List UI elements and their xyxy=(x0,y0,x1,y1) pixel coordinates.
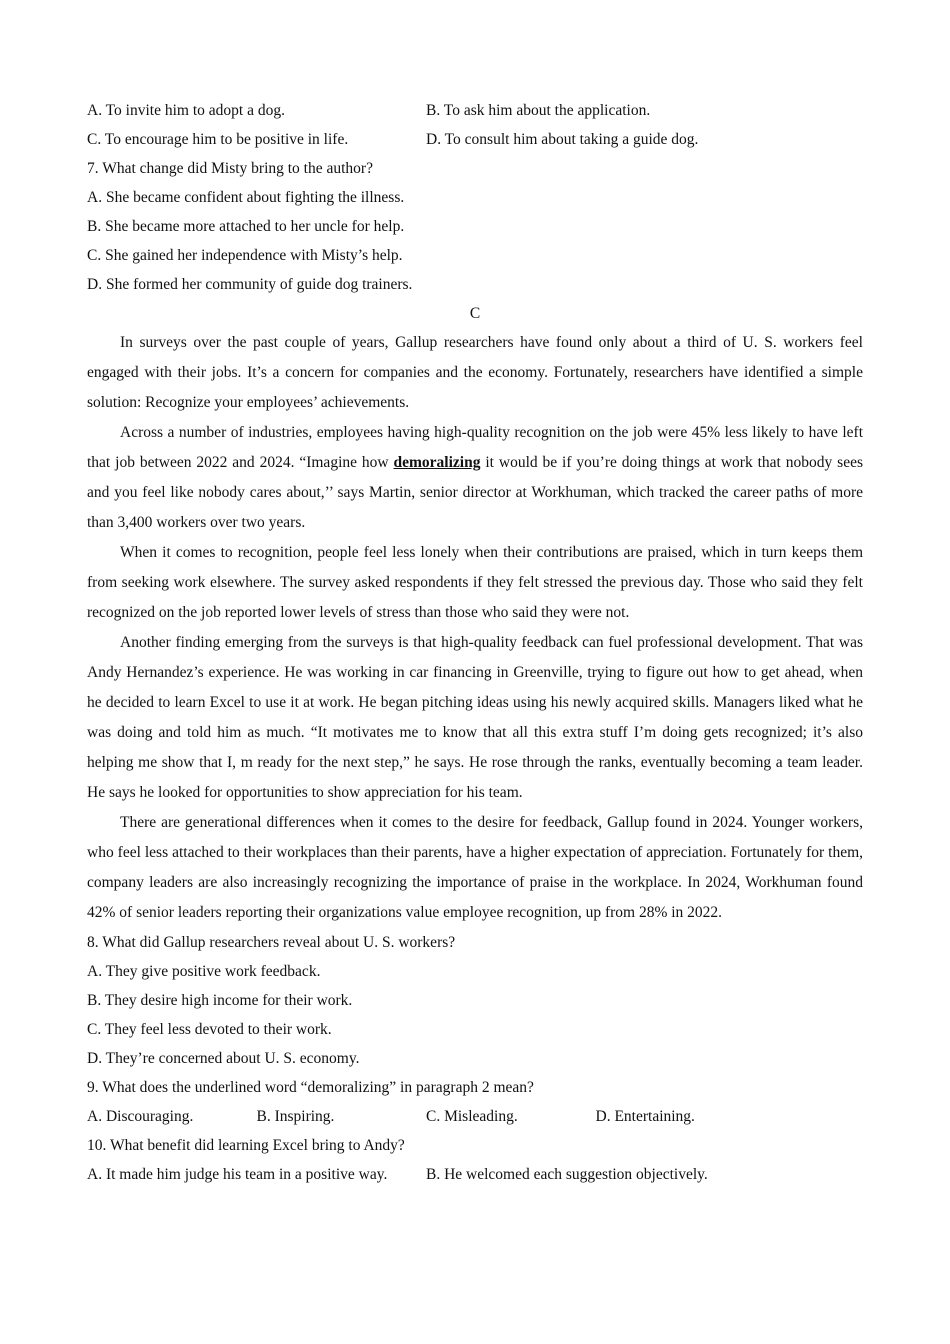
q8-option-c: C. They feel less devoted to their work. xyxy=(87,1021,332,1038)
q9-option-d: D. Entertaining. xyxy=(595,1108,695,1125)
q7-option-c: C. She gained her independence with Misty’s help. xyxy=(87,247,403,264)
underlined-word-demoralizing: demoralizing xyxy=(393,454,481,471)
q10-stem: 10. What benefit did learning Excel bring to Andy? xyxy=(87,1137,405,1154)
q6-options-row-1 xyxy=(87,96,863,125)
q8-stem: 8. What did Gallup researchers reveal about U. S. workers? xyxy=(87,934,456,951)
paragraph-2-text-after: it would be if you’re doing things at work that nobody sees and you feel like nobody cares about,’’ says Martin, senior director at Workhuman, which tracked the career paths of more than 3,400 workers over two years. xyxy=(87,454,863,531)
q8-option-b: B. They desire high income for their work. xyxy=(87,992,353,1009)
q7-option-a: A. She became confident about fighting the illness. xyxy=(87,189,405,206)
q9-option-b: B. Inspiring. xyxy=(256,1108,335,1125)
q9-options-row xyxy=(87,1102,863,1131)
q6-option-d: D. To consult him about taking a guide dog. xyxy=(426,131,699,148)
q10-option-b: B. He welcomed each suggestion objectively. xyxy=(426,1166,708,1183)
q8-option-a: A. They give positive work feedback. xyxy=(87,963,321,980)
q6-option-b: B. To ask him about the application. xyxy=(426,102,651,119)
q6-option-c: C. To encourage him to be positive in life. xyxy=(87,131,349,148)
exam-page xyxy=(87,96,863,1189)
q9-option-c: C. Misleading. xyxy=(426,1108,518,1125)
passage-c-paragraph-1: In surveys over the past couple of years, Gallup researchers have found only about a third of U. S. workers feel engaged with their jobs. It’s a concern for companies and the economy. Fortunately, researchers have identified a simple solution: Recognize your employees’ achievements. xyxy=(87,334,863,411)
passage-c-paragraph-5: There are generational differences when it comes to the desire for feedback, Gallup found in 2024. Younger workers, who feel less attached to their workplaces than their parents, have a higher expectation of appreciation. Fortunately for them, company leaders are also increasingly recognizing the importance of praise in the workplace. In 2024, Workhuman found 42% of senior leaders reporting their organizations value employee recognition, up from 28% in 2022. xyxy=(87,814,863,921)
q7-option-b: B. She became more attached to her uncle for help. xyxy=(87,218,405,235)
q6-options-row-2 xyxy=(87,125,863,154)
passage-c-paragraph-2 xyxy=(87,418,863,538)
q7-option-d: D. She formed her community of guide dog trainers. xyxy=(87,276,413,293)
q10-options-row xyxy=(87,1160,863,1189)
q9-option-a: A. Discouraging. xyxy=(87,1108,194,1125)
q7-stem: 7. What change did Misty bring to the author? xyxy=(87,160,373,177)
q10-option-a: A. It made him judge his team in a positive way. xyxy=(87,1166,388,1183)
passage-c-heading: C xyxy=(469,305,481,322)
q8-option-d: D. They’re concerned about U. S. economy. xyxy=(87,1050,360,1067)
paragraph-2-text-before: Across a number of industries, employees having high-quality recognition on the job were 45% less likely to have left that job between 2022 and 2024. “Imagine how xyxy=(87,424,863,471)
passage-c-paragraph-3: When it comes to recognition, people feel less lonely when their contributions are praised, which in turn keeps them from seeking work elsewhere. The survey asked respondents if they felt stressed the previous day. Those who said they felt recognized on the job reported lower levels of stress than those who said they were not. xyxy=(87,544,863,621)
q9-stem: 9. What does the underlined word “demoralizing” in paragraph 2 mean? xyxy=(87,1079,534,1096)
passage-c-paragraph-4: Another finding emerging from the surveys is that high-quality feedback can fuel professional development. That was Andy Hernandez’s experience. He was working in car financing in Greenville, trying to figure out how to get ahead, when he decided to learn Excel to use it at work. He began pitching ideas using his newly acquired skills. Managers liked what he was doing and told him as much. “It motivates me to know that all this extra stuff I’m doing gets recognized; it’s also helping me show that I, m ready for the next step,” he says. He rose through the ranks, eventually becoming a team leader. He says he looked for opportunities to show appreciation for his team. xyxy=(87,634,863,801)
q6-option-a: A. To invite him to adopt a dog. xyxy=(87,102,285,119)
